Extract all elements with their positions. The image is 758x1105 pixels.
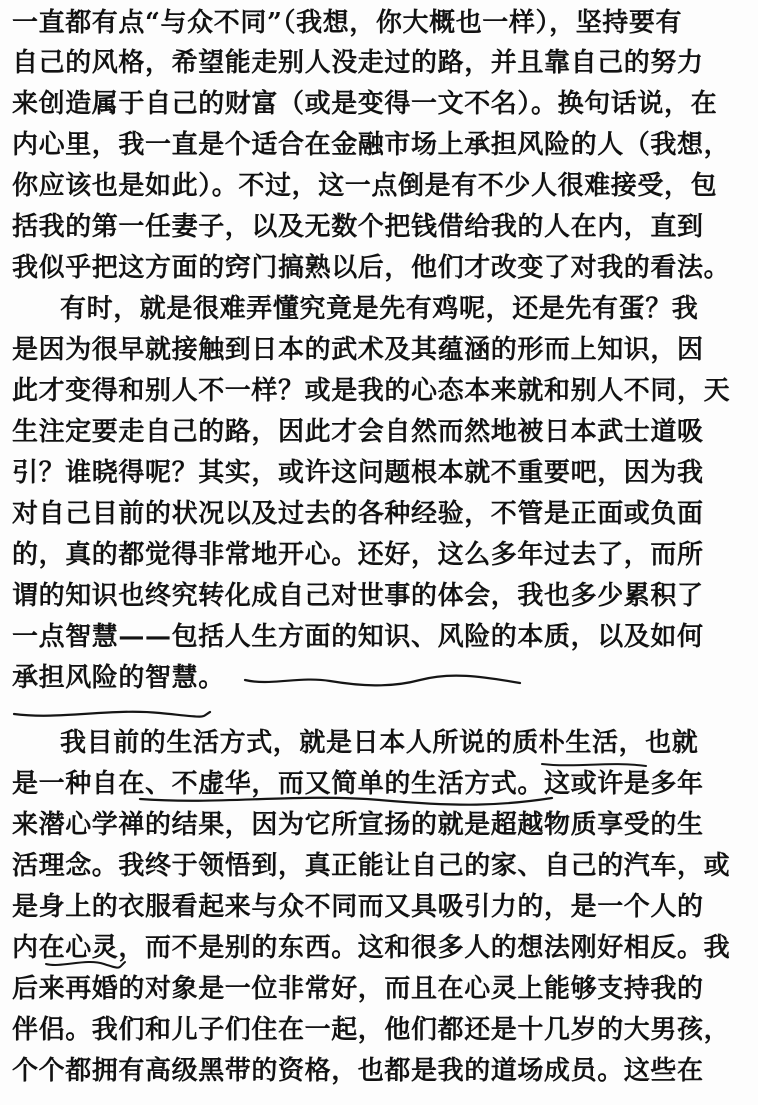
text-line-19: 是一种自在、不虚华，而又简单的生活方式。这或许是多年 <box>12 769 704 799</box>
text-line-24: 后来再婚的对象是一位非常好，而且在心灵上能够支持我的 <box>12 974 704 1004</box>
text-line-11: 生注定要走自己的路，因此才会自然而然地被日本武士道吸 <box>12 417 704 447</box>
text-line-10: 此才变得和别人不一样？或是我的心态本来就和别人不同，天 <box>12 376 731 406</box>
text-line-4: 内心里，我一直是个适合在金融市场上承担风险的人（我想， <box>12 130 731 160</box>
text-line-20: 来潜心学禅的结果，因为它所宣扬的就是超越物质享受的生 <box>12 810 704 840</box>
text-line-14: 的，真的都觉得非常地开心。还好，这么多年过去了，而所 <box>12 540 704 570</box>
text-line-8: 有时，就是很难弄懂究竟是先有鸡呢，还是先有蛋？我 <box>60 294 699 324</box>
text-line-1: 一直都有点“与众不同”（我想，你大概也一样），坚持要有 <box>12 8 683 38</box>
text-line-9: 是因为很早就接触到日本的武术及其蕴涵的形而上知识，因 <box>12 335 704 365</box>
text-line-23: 内在心灵，而不是别的东西。这和很多人的想法刚好相反。我 <box>12 933 731 963</box>
text-line-15: 谓的知识也终究转化成自己对世事的体会，我也多少累积了 <box>12 581 704 611</box>
text-line-26: 个个都拥有高级黑带的资格，也都是我的道场成员。这些在 <box>12 1056 704 1086</box>
text-line-25: 伴侣。我们和儿子们住在一起，他们都还是十几岁的大男孩， <box>12 1015 731 1045</box>
text-line-22: 是身上的衣服看起来与众不同而又具吸引力的，是一个人的 <box>12 892 704 922</box>
text-line-16: 一点智慧——包括人生方面的知识、风险的本质，以及如何 <box>12 622 704 652</box>
text-line-2: 自己的风格，希望能走别人没走过的路，并且靠自己的努力 <box>12 48 704 78</box>
text-line-17: 承担风险的智慧。 <box>12 663 225 693</box>
text-line-7: 我似乎把这方面的窍门搞熟以后，他们才改变了对我的看法。 <box>12 253 731 283</box>
text-line-3: 来创造属于自己的财富（或是变得一文不名）。换句话说，在 <box>12 89 718 119</box>
text-line-21: 活理念。我终于领悟到，真正能让自己的家、自己的汽车，或 <box>12 851 731 881</box>
text-line-13: 对自己目前的状况以及过去的各种经验，不管是正面或负面 <box>12 499 704 529</box>
text-line-18: 我目前的生活方式，就是日本人所说的质朴生活，也就 <box>60 728 699 758</box>
text-line-6: 括我的第一任妻子，以及无数个把钱借给我的人在内，直到 <box>12 212 704 242</box>
text-line-5: 你应该也是如此）。不过，这一点倒是有不少人很难接受，包 <box>12 171 718 201</box>
text-line-12: 引？谁晓得呢？其实，或许这问题根本就不重要吧，因为我 <box>12 458 704 488</box>
underline-bear-risk <box>14 712 210 717</box>
